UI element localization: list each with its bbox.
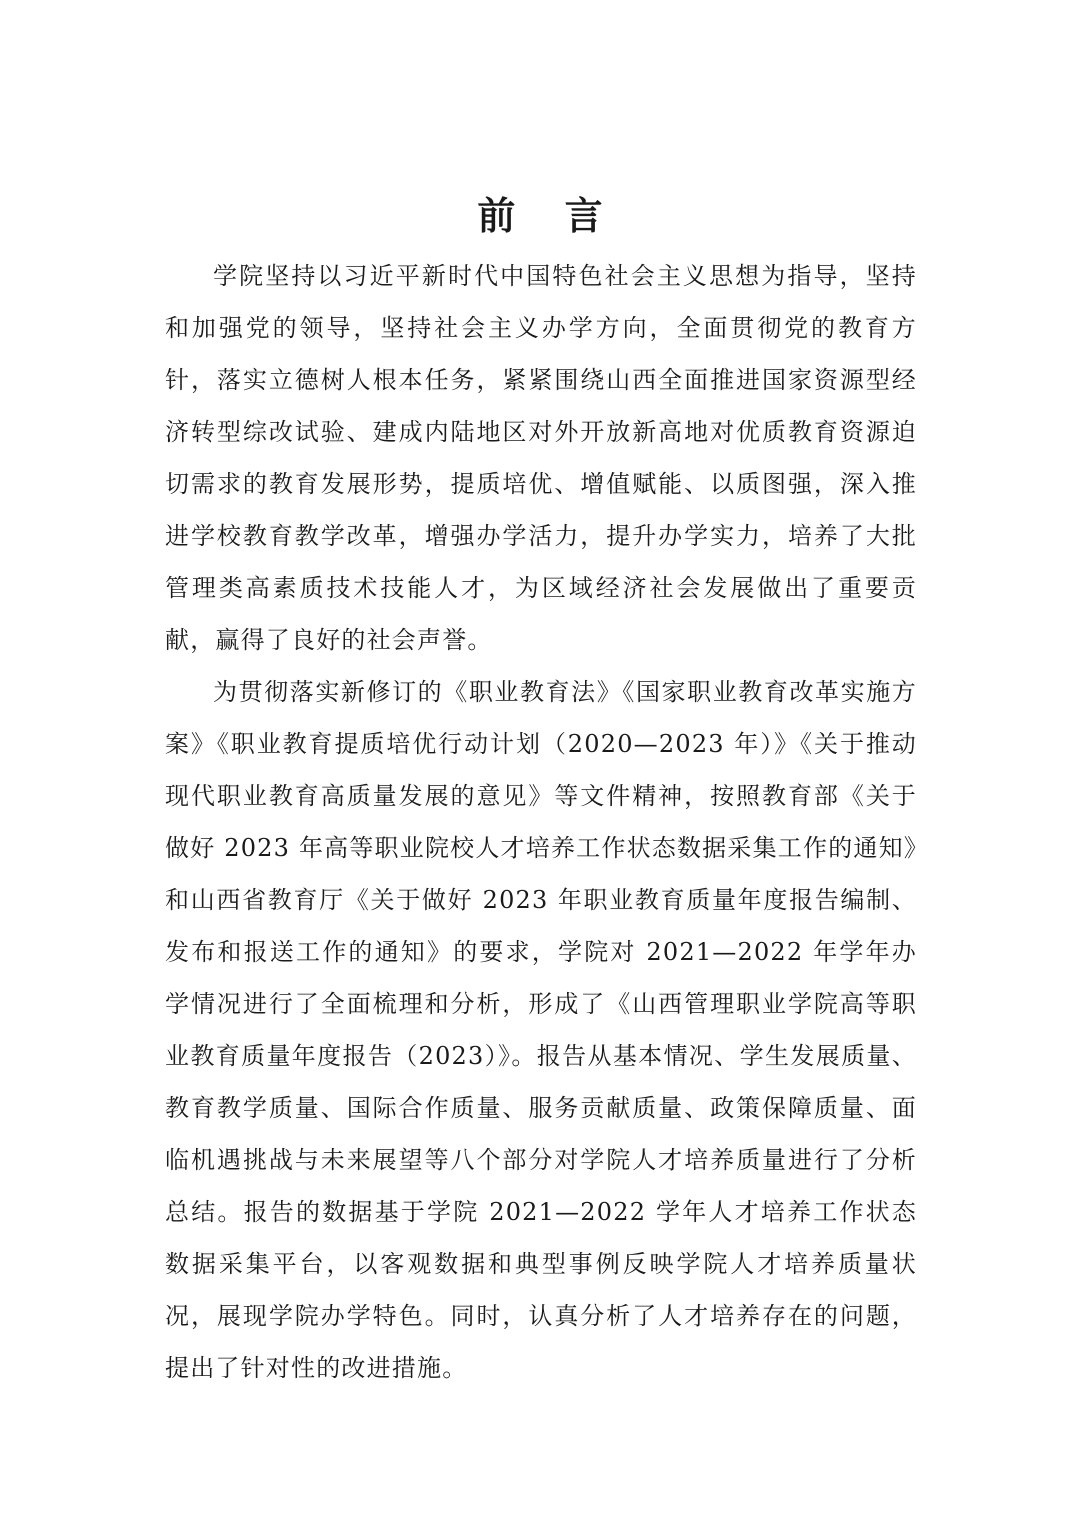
- body-text: [165, 250, 917, 1394]
- paragraph-1: 学院坚持以习近平新时代中国特色社会主义思想为指导，坚持和加强党的领导，坚持社会主义办学方向，全面贯彻党的教育方针，落实立德树人根本任务，紧紧围绕山西全面推进国家资源型经济转型综改试验、建成内陆地区对外开放新高地对优质教育资源迫切需求的教育发展形势，提质培优、增值赋能、以质图强，深入推进学校教育教学改革，增强办学活力，提升办学实力，培养了大批管理类高素质技术技能人才，为区域经济社会发展做出了重要贡献，赢得了良好的社会声誉。: [165, 262, 917, 654]
- page-title: 前 言: [477, 194, 621, 238]
- paragraph-2: 为贯彻落实新修订的《职业教育法》《国家职业教育改革实施方案》《职业教育提质培优行动计划（2020—2023 年）》《关于推动现代职业教育高质量发展的意见》等文件精神，按照教育部《关于做好 2023 年高等职业院校人才培养工作状态数据采集工作的通知》和山西省教育厅《关于做好 2023 年职业教育质量年度报告编制、发布和报送工作的通知》的要求，学院对 2021—2022 年学年办学情况进行了全面梳理和分析，形成了《山西管理职业学院高等职业教育质量年度报告（2023）》。报告从基本情况、学生发展质量、教育教学质量、国际合作质量、服务贡献质量、政策保障质量、面临机遇挑战与未来展望等八个部分对学院人才培养质量进行了分析总结。报告的数据基于学院 2021—2022 学年人才培养工作状态数据采集平台，以客观数据和典型事例反映学院人才培养质量状况，展现学院办学特色。同时，认真分析了人才培养存在的问题，提出了针对性的改进措施。: [165, 678, 917, 1382]
